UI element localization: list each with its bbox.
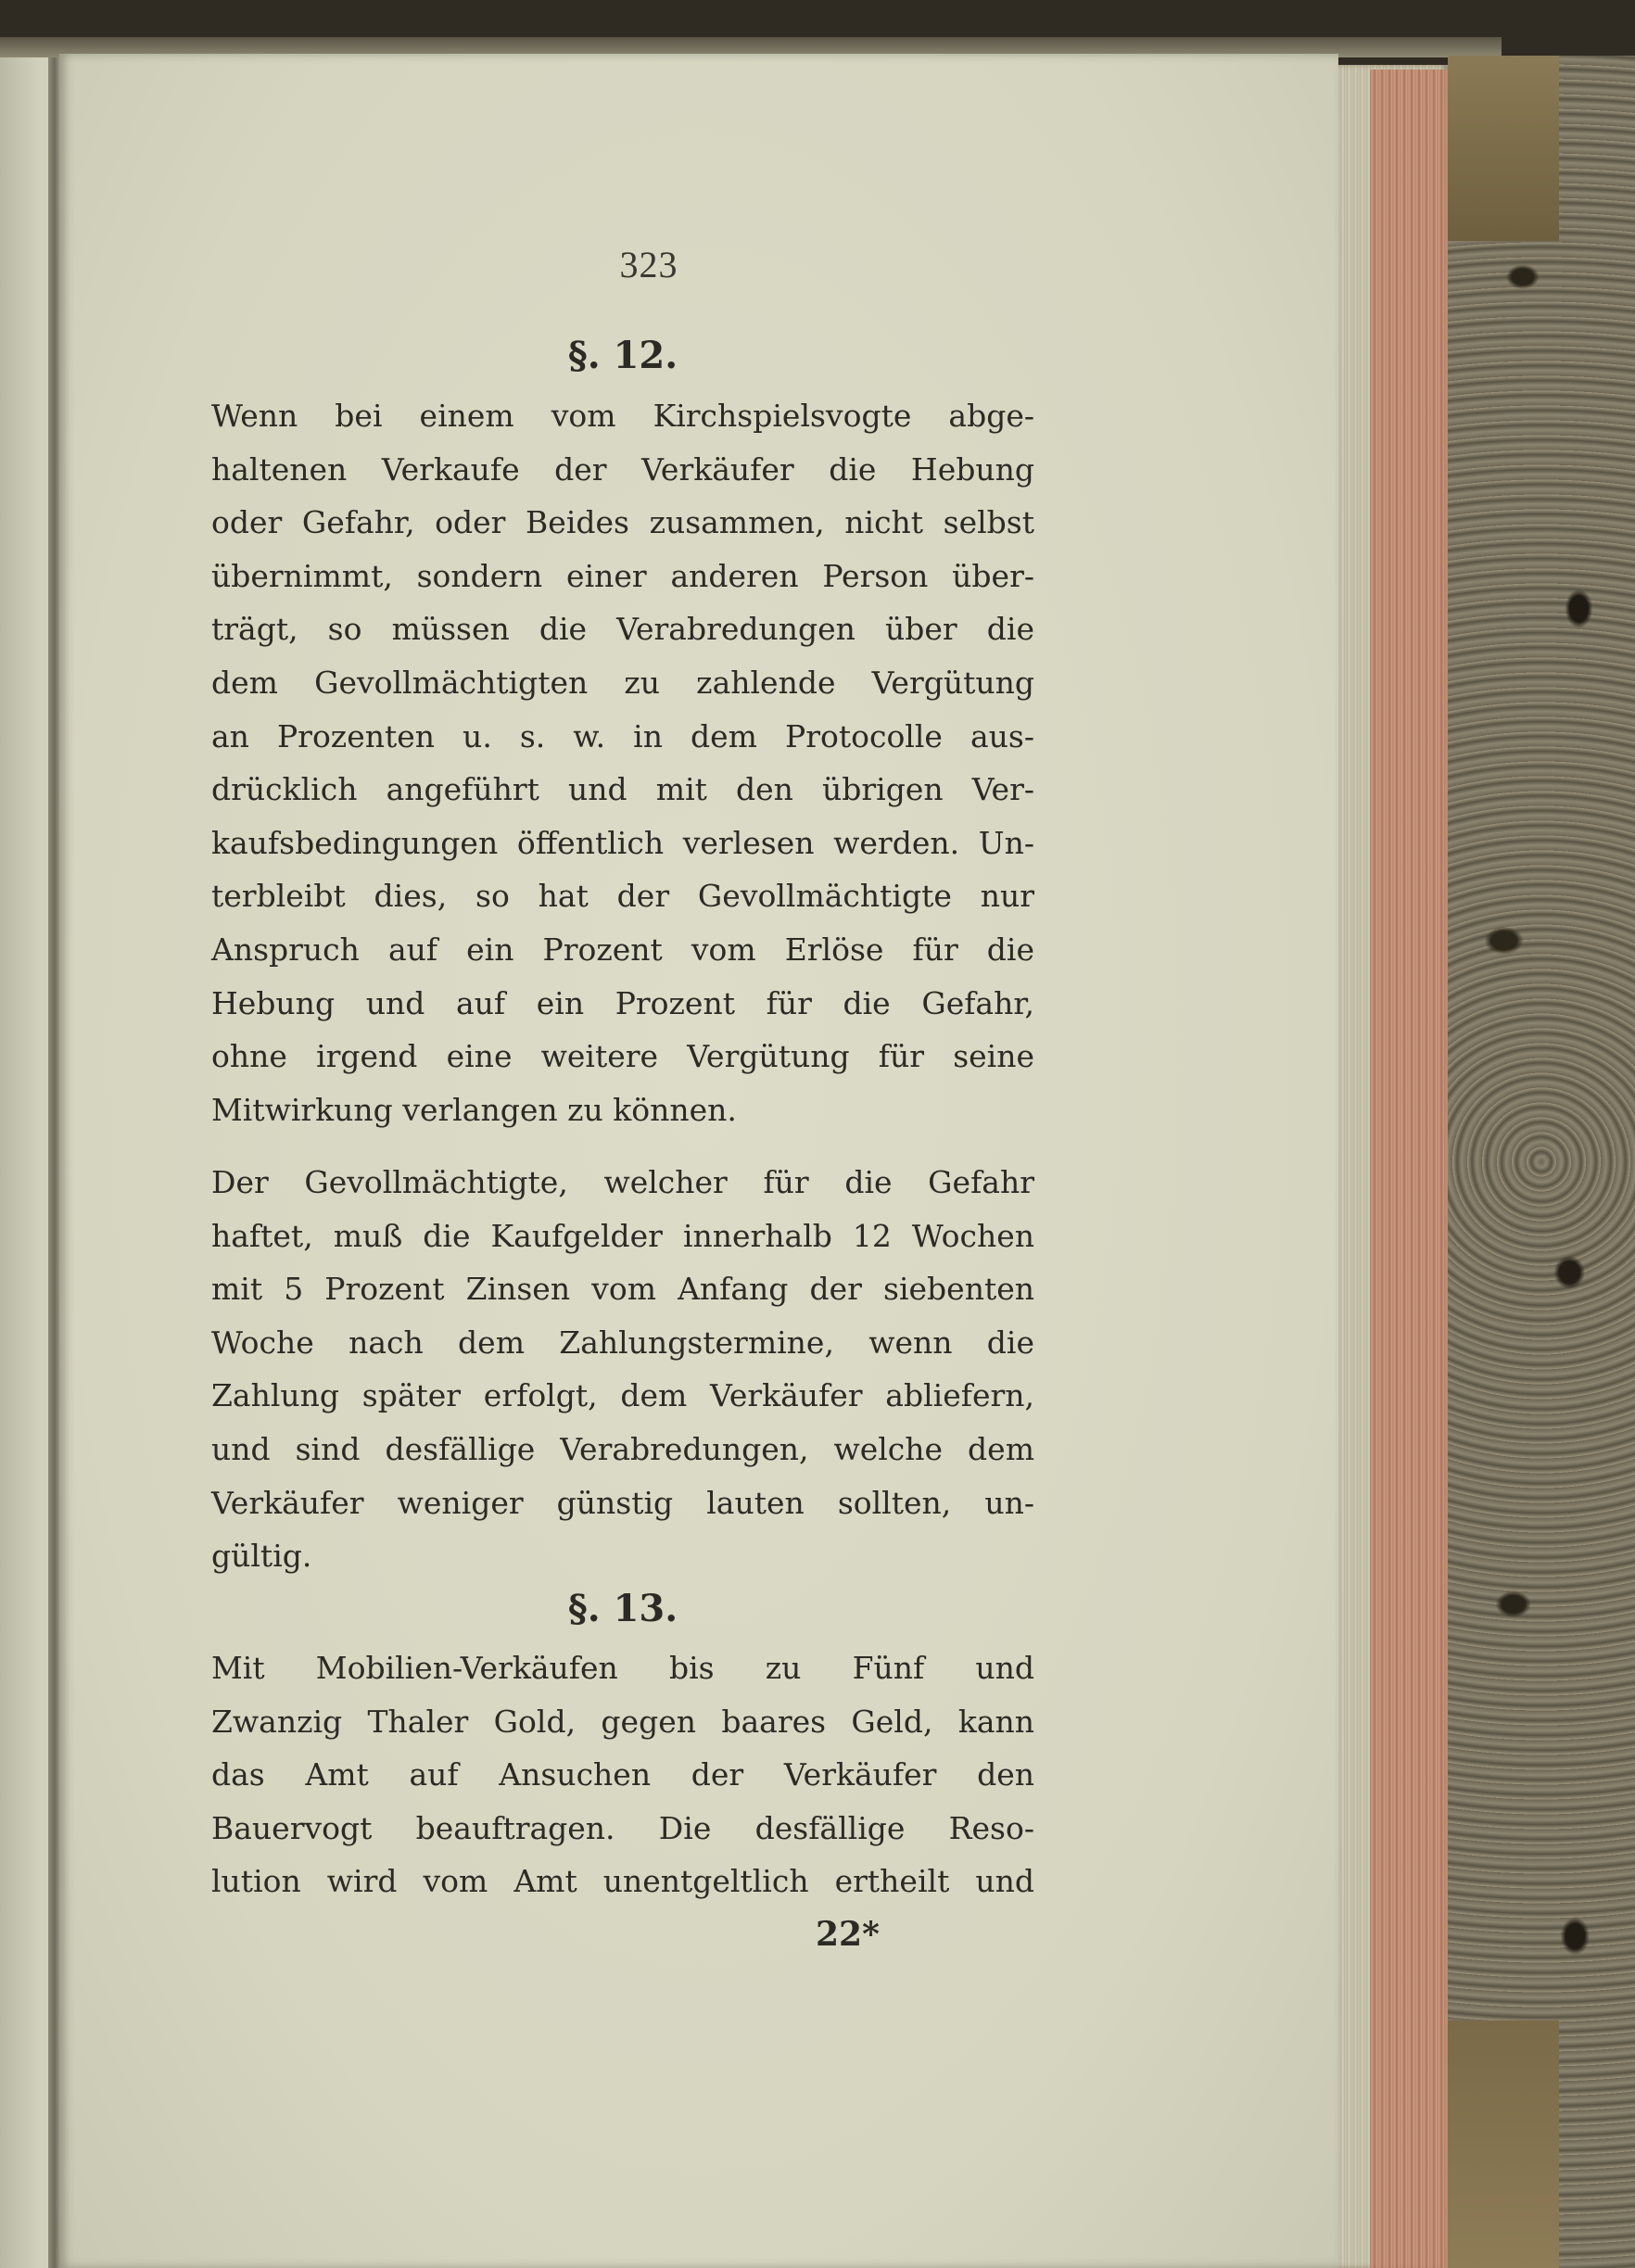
text-line: oder Gefahr, oder Beides zusammen, nicht selbst <box>211 504 1034 541</box>
paragraph-13-1 <box>211 1641 1034 1908</box>
red-page-edges <box>1370 70 1448 2268</box>
text-line: gültig. <box>211 1538 312 1575</box>
text-line: an Prozenten u. s. w. in dem Protocolle aus- <box>211 717 1034 754</box>
text-line: Mit Mobilien-Verkäufen bis zu Fünf und <box>211 1650 1034 1686</box>
text-line: ohne irgend eine weitere Vergütung für seine <box>211 1038 1034 1075</box>
text-line: Mitwirkung verlangen zu können. <box>211 1091 737 1128</box>
text-line: mit 5 Prozent Zinsen vom Anfang der siebenten <box>211 1271 1034 1308</box>
text-line: trägt, so müssen die Verabredungen über die <box>211 611 1034 648</box>
paragraph-12-2 <box>211 1156 1034 1583</box>
paragraph-12-1 <box>211 389 1034 1136</box>
section-heading-12: §. 12. <box>567 334 678 377</box>
text-line: Hebung und auf ein Prozent für die Gefahr, <box>211 984 1034 1021</box>
text-line: Zahlung später erfolgt, dem Verkäufer abliefern, <box>211 1377 1034 1414</box>
text-line: haftet, muß die Kaufgelder innerhalb 12 Wochen <box>211 1217 1034 1254</box>
text-line: drücklich angeführt und mit den übrigen Ver- <box>211 771 1034 808</box>
text-line: lution wird vom Amt unentgeltlich ertheilt und <box>211 1863 1034 1900</box>
text-line: Verkäufer weniger günstig lauten sollten, un- <box>211 1484 1034 1521</box>
text-line: das Amt auf Ansuchen der Verkäufer den <box>211 1756 1034 1793</box>
text-line: Zwanzig Thaler Gold, gegen baares Geld, kann <box>211 1703 1034 1740</box>
text-line: kaufsbedingungen öffentlich verlesen werden. Un- <box>211 824 1034 861</box>
text-line: Wenn bei einem vom Kirchspielsvogte abge- <box>211 398 1034 434</box>
page-number: 323 <box>619 244 678 285</box>
cover-spine-top <box>1448 56 1559 241</box>
text-line: dem Gevollmächtigten zu zahlende Vergütung <box>211 664 1034 701</box>
text-line: Anspruch auf ein Prozent vom Erlöse für die <box>211 931 1034 968</box>
text-line: terbleibt dies, so hat der Gevollmächtigte nur <box>211 878 1034 915</box>
text-line: und sind desfällige Verabredungen, welche dem <box>211 1430 1034 1467</box>
marbled-cover <box>1448 56 1635 2268</box>
text-line: übernimmt, sondern einer anderen Person über- <box>211 557 1034 594</box>
section-heading-13: §. 13. <box>567 1587 678 1630</box>
text-line: haltenen Verkaufe der Verkäufer die Hebung <box>211 450 1034 488</box>
text-line: Bauervogt beauftragen. Die desfällige Reso- <box>211 1809 1034 1846</box>
text-line: Woche nach dem Zahlungstermine, wenn die <box>211 1324 1034 1361</box>
text-line: Der Gevollmächtigte, welcher für die Gefahr <box>211 1164 1034 1200</box>
signature-mark: 22* <box>816 1915 880 1954</box>
cover-spine-bottom <box>1448 2021 1559 2268</box>
